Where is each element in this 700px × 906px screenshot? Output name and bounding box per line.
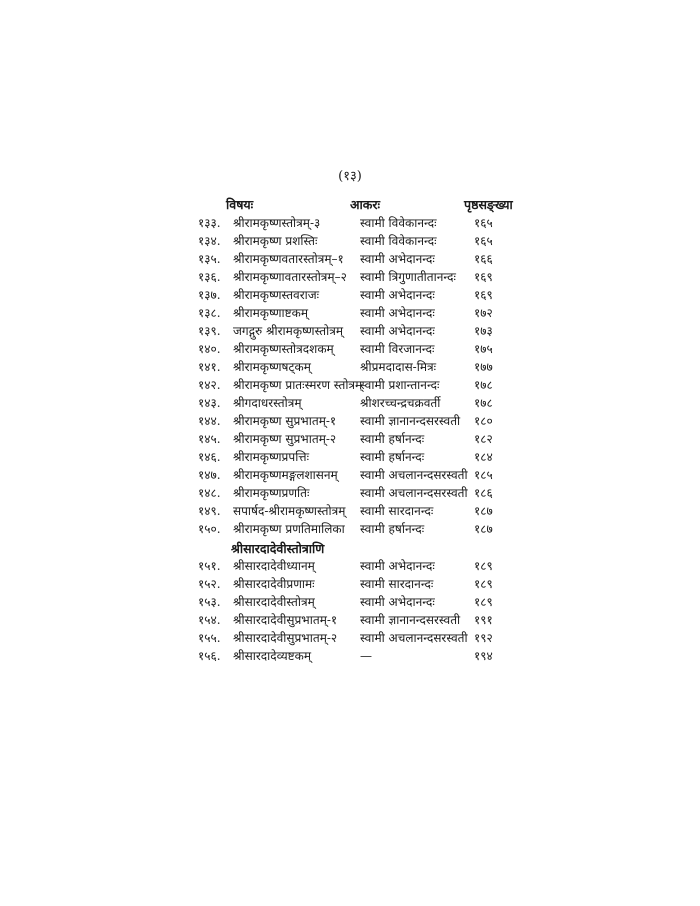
list-item (0, 304, 700, 322)
list-item (0, 629, 700, 647)
list-item (0, 575, 700, 593)
entry-author: स्वामी ज्ञानानन्दसरस्वती (360, 414, 461, 428)
entry-author: स्वामी त्रिगुणातीतानन्दः (360, 270, 456, 284)
entry-title: श्रीसारदादेवीध्यानम् (233, 559, 315, 573)
entry-number: १५५. (198, 631, 221, 645)
entry-number: १४५. (198, 432, 221, 446)
entry-page: १९२ (474, 631, 493, 645)
entry-author: स्वामी विरजानन्दः (360, 342, 435, 356)
entry-page: १८२ (474, 432, 493, 446)
entry-page: १८७ (474, 504, 493, 518)
entry-title: श्रीरामकृष्ण प्रातःस्मरण स्तोत्रम् (233, 378, 363, 392)
list-item (0, 484, 700, 502)
entry-number: १४४. (198, 414, 221, 428)
header-subject: विषयः (226, 197, 254, 212)
entry-author: स्वामी अचलानन्दसरस्वती (360, 468, 468, 482)
column-headers (0, 196, 700, 214)
entry-title: श्रीरामकृष्ण सुप्रभातम्-१ (233, 414, 337, 428)
entry-number: १४३. (198, 396, 221, 410)
entry-title: श्रीसारदादेवीसुप्रभातम्-१ (233, 613, 338, 627)
entry-page: १६६ (474, 252, 493, 266)
entry-author: स्वामी हर्षानन्दः (360, 432, 425, 446)
entry-title: श्रीसारदादेवीप्रणामः (233, 577, 315, 591)
entry-page: १८४ (474, 450, 493, 464)
entry-number: १४६. (198, 450, 221, 464)
list-item (0, 376, 700, 394)
entry-author: स्वामी अभेदानन्दः (360, 324, 435, 338)
list-item (0, 520, 700, 538)
entry-page: १९४ (474, 649, 493, 663)
entry-title: सपार्षद-श्रीरामकृष्णस्तोत्रम् (233, 504, 346, 518)
entry-title: श्रीसारदादेवीसुप्रभातम्-२ (233, 631, 338, 645)
list-item (0, 250, 700, 268)
entry-number: १५२. (198, 577, 221, 591)
entry-page: १८६ (474, 486, 493, 500)
entry-author: श्रीप्रमदादास-मित्रः (360, 360, 437, 374)
entry-page: १७८ (474, 378, 493, 392)
entry-author: — (360, 649, 372, 663)
entry-author: स्वामी अभेदानन्दः (360, 252, 435, 266)
contents-list (0, 214, 700, 538)
list-item (0, 502, 700, 520)
entry-page: १७७ (474, 360, 493, 374)
entry-title: श्रीरामकृष्णवतारस्तोत्रम्–१ (233, 252, 344, 266)
entry-author: स्वामी अभेदानन्दः (360, 559, 435, 573)
list-item (0, 448, 700, 466)
list-item (0, 286, 700, 304)
list-item (0, 394, 700, 412)
entry-page: १६५ (474, 216, 493, 230)
entry-number: १३९. (198, 324, 221, 338)
header-page: पृष्ठसङ्ख्या (464, 197, 513, 212)
list-item (0, 647, 700, 665)
entry-title: श्रीसारदादेवीस्तोत्रम् (233, 595, 315, 609)
entry-title: श्रीगदाधरस्तोत्रम् (233, 396, 302, 410)
list-item (0, 340, 700, 358)
list-item (0, 593, 700, 611)
entry-author: स्वामी अचलानन्दसरस्वती (360, 631, 468, 645)
entry-page: १७२ (474, 306, 493, 320)
entry-number: १३६. (198, 270, 221, 284)
entry-number: १५६. (198, 649, 221, 663)
entry-title: श्रीरामकृष्ण प्रणतिमालिका (233, 522, 345, 536)
entry-number: १३३. (198, 216, 221, 230)
list-item (0, 430, 700, 448)
entry-number: १४१. (198, 360, 221, 374)
entry-title: श्रीरामकृष्णप्रपत्तिः (233, 450, 310, 464)
header-author: आकरः (350, 197, 381, 212)
entry-number: १५४. (198, 613, 221, 627)
entry-number: १३७. (198, 288, 221, 302)
entry-page: १६९ (474, 288, 493, 302)
entry-title: श्रीरामकृष्णस्तवराजः (233, 288, 320, 302)
entry-author: स्वामी प्रशान्तानन्दः (360, 378, 440, 392)
entry-page: १६५ (474, 234, 493, 248)
entry-author: श्रीशरच्चन्द्रचक्रवर्ती (360, 396, 441, 410)
entry-number: १४९. (198, 504, 221, 518)
entry-page: १८५ (474, 468, 493, 482)
entry-page: १७५ (474, 342, 493, 356)
entry-title: श्रीरामकृष्णषट्कम् (233, 360, 311, 374)
entry-number: १३५. (198, 252, 221, 266)
entry-title: श्रीरामकृष्णाष्टकम् (233, 306, 309, 320)
entry-number: १४०. (198, 342, 221, 356)
entry-author: स्वामी विवेकानन्दः (360, 234, 437, 248)
entry-author: स्वामी अभेदानन्दः (360, 288, 435, 302)
entry-author: स्वामी हर्षानन्दः (360, 522, 425, 536)
entry-page: १८९ (474, 577, 493, 591)
entry-title: जगद्गुरु श्रीरामकृष्णस्तोत्रम् (233, 324, 344, 338)
list-item (0, 232, 700, 250)
entry-number: १४८. (198, 486, 221, 500)
entry-title: श्रीरामकृष्णस्तोत्रदशकम् (233, 342, 334, 356)
entry-page: १७८ (474, 396, 493, 410)
entry-author: स्वामी सारदानन्दः (360, 577, 434, 591)
entry-author: स्वामी ज्ञानानन्दसरस्वती (360, 613, 461, 627)
entry-number: १४७. (198, 468, 221, 482)
list-item (0, 611, 700, 629)
entry-page: १६९ (474, 270, 493, 284)
entry-page: १८९ (474, 559, 493, 573)
page-number: (१३) (338, 169, 362, 184)
list-item (0, 322, 700, 340)
entry-number: १५३. (198, 595, 221, 609)
entry-author: स्वामी अचलानन्दसरस्वती (360, 486, 468, 500)
entry-page: १८० (474, 414, 493, 428)
entry-title: श्रीरामकृष्णस्तोत्रम्-३ (233, 216, 321, 230)
entry-title: श्रीसारदादेव्यष्टकम् (233, 649, 312, 663)
entry-number: १३८. (198, 306, 221, 320)
entry-page: १८९ (474, 595, 493, 609)
list-item (0, 358, 700, 376)
list-item (0, 214, 700, 232)
entry-author: स्वामी हर्षानन्दः (360, 450, 425, 464)
entry-number: १५१. (198, 559, 221, 573)
entry-title: श्रीरामकृष्णमङ्गलशासनम् (233, 468, 338, 482)
entry-title: श्रीरामकृष्ण सुप्रभातम्-२ (233, 432, 337, 446)
entry-number: १५०. (198, 522, 221, 536)
entry-title: श्रीरामकृष्णप्रणतिः (233, 486, 310, 500)
entry-title: श्रीरामकृष्ण प्रशस्तिः (233, 234, 318, 248)
contents-list-section2 (0, 557, 700, 665)
list-item (0, 268, 700, 286)
entry-page: १८७ (474, 522, 493, 536)
entry-page: १७३ (474, 324, 493, 338)
entry-author: स्वामी विवेकानन्दः (360, 216, 437, 230)
list-item (0, 557, 700, 575)
entry-author: स्वामी अभेदानन्दः (360, 306, 435, 320)
entry-page: १९१ (474, 613, 493, 627)
section-heading: श्रीसारदादेवीस्तोत्राणि (231, 541, 325, 556)
entry-title: श्रीरामकृष्णावतारस्तोत्रम्–२ (233, 270, 347, 284)
entry-author: स्वामी अभेदानन्दः (360, 595, 435, 609)
entry-author: स्वामी सारदानन्दः (360, 504, 434, 518)
list-item (0, 466, 700, 484)
list-item (0, 412, 700, 430)
entry-number: १४२. (198, 378, 221, 392)
entry-number: १३४. (198, 234, 221, 248)
